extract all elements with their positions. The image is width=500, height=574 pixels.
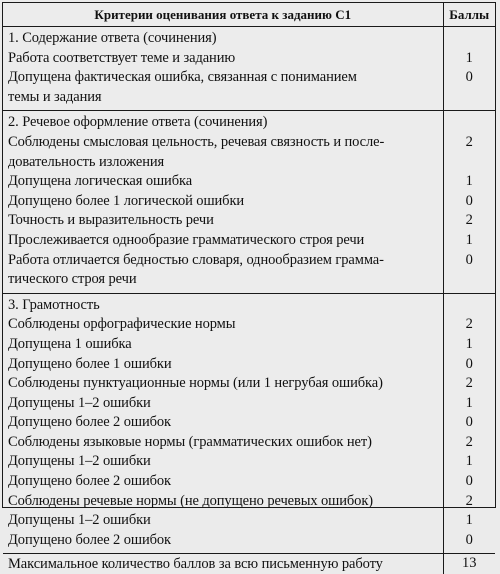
criteria-table: [3, 3, 495, 574]
criteria-table-sheet: [2, 2, 496, 573]
criterion-score: 0: [465, 473, 473, 490]
criterion-score: 0: [465, 531, 473, 548]
criterion-score: 1: [465, 49, 473, 66]
criterion-text: Допущены 1–2 ошибки: [8, 453, 151, 470]
section-1: [3, 27, 495, 111]
section-2: [3, 111, 495, 293]
criterion-text: Допущены 1–2 ошибки: [8, 394, 151, 411]
criterion-text: Допущена логическая ошибка: [8, 173, 193, 190]
criterion-text: Допущено более 2 ошибок: [8, 414, 171, 431]
section-title: 3. Грамотность: [8, 296, 100, 313]
total-score: 13: [462, 555, 477, 572]
criterion-text: Допущено более 1 логической ошибки: [8, 192, 245, 209]
criterion-score: 1: [465, 231, 473, 248]
criterion-score: 1: [465, 512, 473, 529]
points-column-header: Баллы: [443, 3, 495, 27]
criterion-text: Допущено более 1 ошибки: [8, 355, 172, 372]
criterion-score: 0: [465, 69, 473, 86]
criteria-column-header: Критерии оценивания ответа к заданию С1: [3, 3, 443, 27]
section-3: [3, 293, 495, 554]
criterion-score: 1: [465, 173, 473, 190]
criterion-score: 0: [465, 414, 473, 431]
criterion-score: 0: [465, 355, 473, 372]
criterion-score: 2: [465, 492, 473, 509]
criterion-text: Соблюдены речевые нормы (не допущено речевых ошибок): [8, 492, 374, 509]
criterion-text: Соблюдены языковые нормы (грамматических ошибок нет): [8, 433, 372, 450]
criterion-text-line: Допущена фактическая ошибка, связанная с пониманием: [8, 69, 357, 86]
table-header-row: [3, 3, 495, 27]
criterion-text-line: темы и задания: [8, 88, 102, 105]
criterion-text: Точность и выразительность речи: [8, 212, 214, 229]
criterion-score: 2: [465, 133, 473, 150]
criterion-text: Допущены 1–2 ошибки: [8, 512, 151, 529]
criterion-score: 0: [465, 192, 473, 209]
total-row: [3, 554, 495, 574]
criterion-text: Допущена 1 ошибка: [8, 335, 132, 352]
criterion-score: 0: [465, 251, 473, 268]
total-label: Максимальное количество баллов за всю письменную работу: [8, 556, 383, 573]
section-title: 1. Содержание ответа (сочинения): [8, 30, 217, 46]
criterion-text-line: довательность изложения: [8, 153, 165, 170]
criterion-score: 2: [465, 212, 473, 229]
criterion-text-line: тического строя речи: [8, 271, 137, 288]
criterion-score: 1: [465, 453, 473, 470]
criterion-score: 1: [465, 335, 473, 352]
criterion-text: Прослеживается однообразие грамматического строя речи: [8, 231, 365, 248]
criterion-text: Соблюдены пунктуационные нормы (или 1 негрубая ошибка): [8, 375, 383, 392]
criterion-score: 2: [465, 433, 473, 450]
criterion-text-line: Соблюдены смысловая цельность, речевая связность и после-: [8, 133, 385, 150]
criterion-score: 1: [465, 394, 473, 411]
criterion-score: 2: [465, 375, 473, 392]
criterion-text: Допущено более 2 ошибок: [8, 531, 171, 548]
criterion-text-line: Работа отличается бедностью словаря, однообразием грамма-: [8, 251, 384, 268]
criterion-score: 2: [465, 316, 473, 333]
criterion-text: Соблюдены орфографические нормы: [8, 316, 236, 333]
section-title: 2. Речевое оформление ответа (сочинения): [8, 114, 268, 131]
criterion-text: Допущено более 2 ошибок: [8, 473, 171, 490]
criterion-text: Работа соответствует теме и заданию: [8, 49, 236, 66]
